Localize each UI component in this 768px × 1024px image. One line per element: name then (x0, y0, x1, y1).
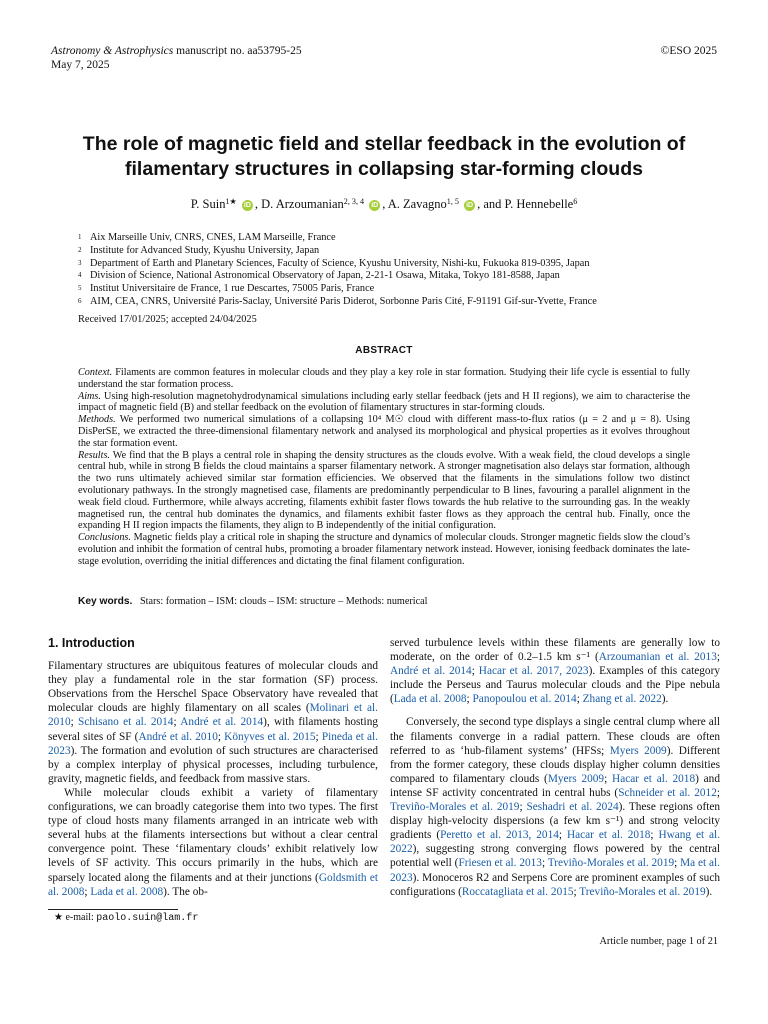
email-address[interactable]: paolo.suin@lam.fr (96, 913, 199, 924)
manuscript-number: manuscript no. aa53795-25 (173, 45, 302, 57)
affiliation: 2 Institute for Advanced Study, Kyushu University, Japan (78, 244, 320, 256)
right-column (390, 636, 720, 899)
abstract-body (78, 367, 690, 568)
journal-line (51, 44, 302, 58)
citation-link[interactable]: Hacar et al. 2018 (566, 829, 651, 842)
received-dates: Received 17/01/2025; accepted 24/04/2025 (78, 314, 257, 325)
citation-link[interactable]: Panopoulou et al. 2014 (472, 693, 577, 706)
copyright: ©ESO 2025 (660, 45, 717, 57)
citation-link[interactable]: Peretto et al. 2013, 2014 (440, 829, 559, 842)
paragraph: While molecular clouds exhibit a variety of filamentary configurations, we can broadly categorise them into two types. The first type of cloud hosts many filaments arranged in an intricate web with several hubs at the filaments intersections but without a clear central convergence point. These ‘filamentary clouds’ exhibit relatively low levels of SF activity. This occurs primarily in the hubs, which are sparsely located along the filaments and at their junctions (Goldsmith et al. 2008; Lada et al. 2008). The ob- (48, 786, 378, 898)
page-number: Article number, page 1 of 21 (599, 936, 718, 947)
author: P. Hennebelle$^6$ (504, 196, 578, 211)
paragraph-continued: ). The ob- (163, 885, 208, 898)
abstract-heading: ABSTRACT (355, 345, 413, 356)
citation-link[interactable]: Pineda et al. 2023 (48, 730, 378, 757)
abstract-context: Context. Filaments are common features in molecular clouds and they play a key role in star formation. Studying their life cycle is essential to fully understand the star formation process. (78, 367, 690, 390)
citation-link[interactable]: Roccatagliata et al. 2015 (461, 885, 574, 898)
affiliation: 1 Aix Marseille Univ, CNRS, CNES, LAM Marseille, France (78, 232, 336, 243)
citation-link[interactable]: Ma et al. 2023 (390, 857, 721, 884)
citation-link[interactable]: Schisano et al. 2014 (78, 716, 174, 729)
citation-link[interactable]: Treviño-Morales et al. 2019 (390, 801, 520, 814)
paper-title (40, 132, 728, 182)
affiliation: 6 AIM, CEA, CNRS, Université Paris-Saclay, Université Paris Diderot, Sorbonne Paris Cité, F-91191 Gif-sur-Yvette, France (78, 295, 597, 307)
running-header (51, 44, 717, 72)
citation-link[interactable]: Zhang et al. 2022 (582, 693, 662, 706)
title-line-2: filamentary structures in collapsing star-forming clouds (125, 158, 643, 180)
author: P. Suin$^{1★}$ (190, 196, 237, 211)
citation-link[interactable]: Arzoumanian et al. 2013 (598, 651, 717, 664)
citation-link[interactable]: Friesen et al. 2013 (458, 857, 542, 870)
paragraph: served turbulence levels within these filaments are generally low to moderate, on the order of 0.2–1.5 km s⁻¹ (Arzoumanian et al. 2013; André et al. 2014; Hacar et al. 2017, 2023). Examples of this category include the Perseus and Taurus molecular clouds and the Pipe nebula (Lada et al. 2008; Panopoulou et al. 2014; Zhang et al. 2022). (390, 637, 720, 706)
citation-link[interactable]: Lada et al. 2008 (90, 885, 164, 898)
affiliation-list (78, 232, 728, 309)
left-column (48, 636, 378, 899)
citation-link[interactable]: Könyves et al. 2015 (224, 730, 316, 743)
affiliation: 3 Department of Earth and Planetary Sciences, Faculty of Science, Kyushu University, Nishi-ku, Fukuoka 819-0395, Japan (78, 257, 590, 269)
orcid-icon[interactable]: iD (466, 202, 474, 209)
abstract-aims: Aims. Using high-resolution magnetohydrodynamical simulations including early stellar feedback (jets and H II regions), we aim to characterise the impact of magnetic field (B) and stellar feedback on the evolution of filamentary structures in star-forming clouds. (78, 390, 690, 414)
orcid-icon[interactable]: iD (371, 202, 379, 209)
abstract-methods: Methods. We performed two numerical simulations of a collapsing 10⁴ M☉ cloud with different mass-to-flux ratios (μ = 2 and μ = 8). Using DisPerSE, we extracted the three-dimensional filamentary network and analysed its morphological and physical properties as it evolves throughout the star formation event. (78, 414, 690, 449)
title-line-1: The role of magnetic field and stellar feedback in the evolution of (82, 133, 686, 155)
footnote-divider (48, 909, 178, 910)
citation-link[interactable]: Myers 2009 (609, 744, 667, 757)
author: A. Zavagno$^{1, 5}$ (387, 196, 459, 211)
paragraph: Conversely, the second type displays a single central clump where all the filaments converge in a radial pattern. These clouds are often referred to as ‘hub-filament systems’ (HFSs; Myers 2009). Different from the former category, these clouds display higher column densities compared to filamentary clouds (Myers 2009; Hacar et al. 2018) and intense SF activity concentrated in central hubs (Schneider et al. 2012; Treviño-Morales et al. 2019; Seshadri et al. 2024). These regions often display high-velocity dispersions (a few km s⁻¹) and strong velocity gradients (Peretto et al. 2013, 2014; Hacar et al. 2018; Hwang et al. 2022), suggesting strong converging flows powered by the central potential well (Friesen et al. 2013; Treviño-Morales et al. 2019; Ma et al. 2023). Monoceros R2 and Serpens Core are prominent examples of such configurations (Roccatagliata et al. 2015; Treviño-Morales et al. 2019). (390, 716, 721, 898)
abstract-results: Results. We find that the B plays a central role in shaping the density structures as the clouds evolve. With a weak field, the cloud develops a single central hub, while in strong B fields the cloud maintains a sparser filamentary network. A stronger magnetisation also delays star formation, although the two runs ultimately achieved similar star formation efficiencies. We observed that the filaments in the simulations follow two distinct evolutionary pathways. In the strongly magnetised case, filaments are predominantly perpendicular to B lines, favouring a parallel alignment in the weak field cloud. Furthermore, while always accreting, filaments exhibit faster flows towards the hub relative to the surrounding gas. In the weakly magnetised run, the central hub dominates the dynamics, and filaments exhibit faster flows as they approach the central hub. Finally, once the expanding H II region impacts the filaments, they align to B independently of the initial configuration. (78, 449, 690, 532)
journal-name: Astronomy & Astrophysics (51, 45, 174, 57)
citation-link[interactable]: Seshadri et al. 2024 (526, 801, 619, 814)
keywords (78, 596, 427, 607)
citation-link[interactable]: André et al. 2014 (390, 665, 472, 678)
citation-link[interactable]: Lada et al. 2008 (393, 693, 467, 706)
citation-link[interactable]: Hacar et al. 2018 (612, 772, 696, 785)
citation-link[interactable]: André et al. 2014 (180, 716, 264, 729)
affiliation: 4 Division of Science, National Astronomical Observatory of Japan, 2-21-1 Osawa, Mitaka, Tokyo 181-8588, Japan (78, 270, 560, 282)
orcid-icon[interactable]: iD (243, 202, 251, 209)
citation-link[interactable]: Treviño-Morales et al. 2019 (579, 885, 706, 898)
abstract-conclusions: Conclusions. Magnetic fields play a critical role in shaping the structure and dynamics of molecular clouds. Stronger magnetic fields slow the cloud’s evolution and inhibit the formation of central hubs, promoting a broader filamentary network instead. However, ionising feedback dominates the late-stage evolution, overriding the initial differences and dictating the final filament configuration. (78, 532, 690, 567)
citation-link[interactable]: Treviño-Morales et al. 2019 (547, 857, 675, 870)
citation-link[interactable]: Molinari et al. 2010 (48, 702, 378, 729)
affiliation: 5 Institut Universitaire de France, 1 rue Descartes, 75005 Paris, France (78, 283, 375, 295)
author: D. Arzoumanian$^{2, 3, 4}$ (261, 196, 365, 211)
citation-link[interactable]: Hacar et al. 2017, 2023 (478, 665, 589, 678)
paragraph: Filamentary structures are ubiquitous features of molecular clouds and they play a fundamental role in the star formation (SF) process. Observations from the Herschel Space Observatory have revealed that molecular clouds are highly filamentary on all scales (Molinari et al. 2010; Schisano et al. 2014; André et al. 2014), with filaments hosting several sites of SF (André et al. 2010; Könyves et al. 2015; Pineda et al. 2023). The formation and evolution of such structures are characterised by a complex interplay of physical processes, including turbulence, gravity, magnetic fields, and feedback from massive stars. (48, 660, 378, 785)
citation-link[interactable]: Hwang et al. 2022 (390, 829, 721, 856)
citation-link[interactable]: Schneider et al. 2012 (618, 786, 717, 799)
keywords-text: Stars: formation – ISM: clouds – ISM: structure – Methods: numerical (140, 596, 428, 607)
citation-link[interactable]: Myers 2009 (547, 772, 605, 785)
header-date: May 7, 2025 (51, 59, 110, 71)
footnote: ★ e-mail: paolo.suin@lam.fr (54, 912, 199, 924)
paragraph-continuation: served turbulence levels within these filaments are generally low to moderate, on the order of 0.2–1.5 km s⁻¹ ( (390, 637, 720, 664)
citation-link[interactable]: Goldsmith et al. 2008 (48, 871, 378, 898)
section-heading-introduction: 1. Introduction (48, 636, 135, 650)
keywords-label: Key words. (78, 596, 133, 607)
author-list: P. Suin$^{1★}$ iD , D. Arzoumanian$^{2, 3, 4}$ iD , A. Zavagno$^{1, 5}$ iD , and P. Hennebelle$^6$ (190, 196, 578, 211)
citation-link[interactable]: André et al. 2010 (138, 730, 218, 743)
